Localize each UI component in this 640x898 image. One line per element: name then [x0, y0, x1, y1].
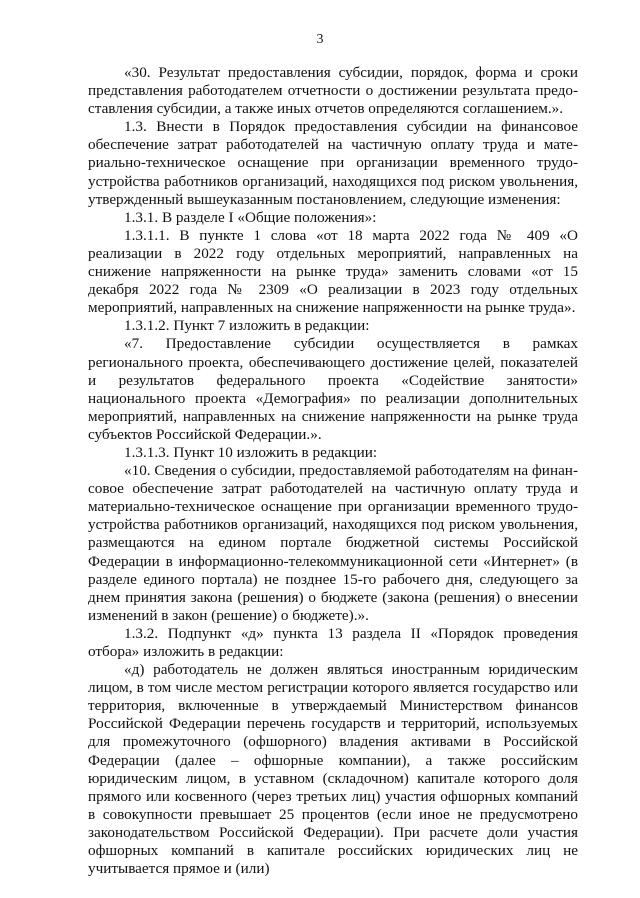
document-body: [88, 64, 578, 878]
paragraph-subitem-d: «д) работодатель не должен являться иностранным юридическим лицом, в том числе местом регистрации которого является государство или территория, включенные в утверждаемый Министерством финансов Российской Федерации перечень государств и территорий, используемых для промежуточного (офшорного) владения активами в Российской Федерации (далее – офшорные компании), а также российским юридическим лицом, в уставном (складочном) капитале которого доля прямого или косвенного (через третьих лиц) участия офшорных компаний в совокупности превышает 25 процентов (если иное не предусмотрено законодательством Российской Федерации). При расчете доли участия офшорных компаний в капитале российских юридических лиц не учитывается прямое и (или): [88, 661, 578, 878]
paragraph-1-3: 1.3. Внести в Порядок предоставления субсидии на финансовое обеспечение затрат работодателей на частичную оплату труда и материально-техническое оснащение при организации временного трудоустройства работников организаций, находящихся под риском увольнения, утвержденный вышеуказанным постановлением, следующие изменения:: [88, 118, 578, 208]
paragraph-item-10: «10. Сведения о субсидии, предоставляемой работодателям на финансовое обеспечение затрат работодателей на частичную оплату труда и материально-техническое оснащение при организации временного трудоустройства работников организаций, находящихся под риском увольнения, размещаются на едином портале бюджетной системы Российской Федерации в информационно-телекоммуникационной сети «Интернет» (в разделе единого портала) не позднее 15-го рабочего дня, следующего за днем принятия закона (решения) о бюджете (закона (решения) о внесении изменений в закон (решение) о бюджете).».: [88, 462, 578, 624]
paragraph-1-3-1-2: 1.3.1.2. Пункт 7 изложить в редакции:: [124, 317, 370, 335]
page-number: 3: [316, 32, 324, 47]
paragraph-item-7: «7. Предоставление субсидии осуществляется в рамках регионального проекта, обеспечивающего достижение целей, показателей и результатов федерального проекта «Содействие занятости» национального проекта «Демография» по реализации дополнительных мероприятий, направленных на снижение напряженности на рынке труда субъектов Российской Федерации.».: [88, 335, 578, 443]
paragraph-1-3-1: 1.3.1. В разделе I «Общие положения»:: [124, 208, 377, 226]
paragraph-1-3-2: 1.3.2. Подпункт «д» пункта 13 раздела II «Порядок проведения отбора» изложить в редакции:: [88, 624, 578, 660]
paragraph-item-30: «30. Результат предоставления субсидии, порядок, форма и сроки представления работодателем отчетности о достижении результата предоставления субсидии, а также иных отчетов определяются соглашением.».: [88, 64, 578, 118]
paragraph-1-3-1-3: 1.3.1.3. Пункт 10 изложить в редакции:: [124, 443, 378, 461]
paragraph-1-3-1-1: 1.3.1.1. В пункте 1 слова «от 18 марта 2022 года № 409 «О реализации в 2022 году отдельных мероприятий, направленных на снижение напряженности на рынке труда» заменить словами «от 15 декабря 2022 года № 2309 «О реализации в 2023 году отдельных мероприятий, направленных на снижение напряженности на рынке труда».: [88, 226, 578, 317]
